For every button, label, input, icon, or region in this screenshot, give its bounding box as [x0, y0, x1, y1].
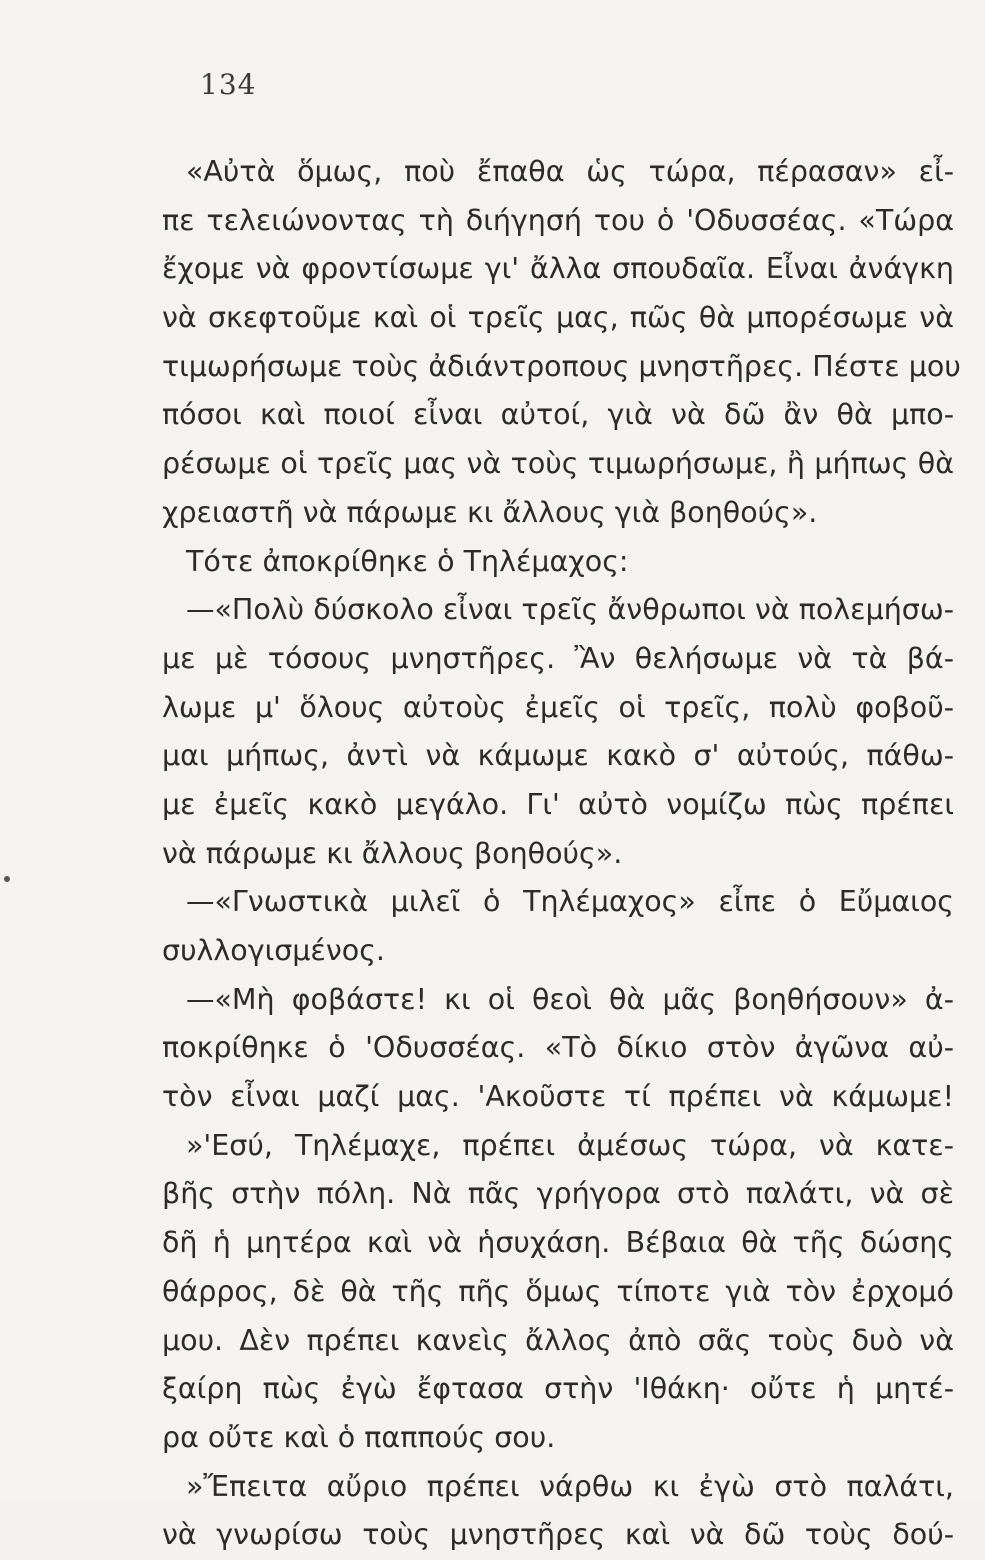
- text-line: χρειαστῆ νὰ πάρωμε κι ἄλλους γιὰ βοηθούς».: [162, 495, 818, 529]
- text-line: δῆ ἡ μητέρα καὶ νὰ ἡσυχάση. Βέβαια θὰ τῆς δώσης: [162, 1226, 954, 1260]
- text-line: μαι μήπως, ἀντὶ νὰ κάμωμε κακὸ σ' αὐτούς, πάθω-: [162, 739, 954, 773]
- text-line: »'Εσύ, Τηλέμαχε, πρέπει ἀμέσως τώρα, νὰ κατε-: [186, 1128, 954, 1162]
- text-line: —«Γνωστικὰ μιλεῖ ὁ Τηλέμαχος» εἶπε ὁ Εὔμαιος: [186, 885, 954, 919]
- body-text: [162, 148, 961, 1560]
- text-line: τὸν εἶναι μαζί μας. 'Ακοῦστε τί πρέπει νὰ κάμωμε!: [162, 1080, 954, 1114]
- text-line: »Ἔπειτα αὔριο πρέπει νάρθω κι ἐγὼ στὸ παλάτι,: [186, 1469, 954, 1503]
- text-line: «Αὐτὰ ὅμως, ποὺ ἔπαθα ὡς τώρα, πέρασαν» εἶ-: [186, 155, 954, 188]
- text-line: λωμε μ' ὅλους αὐτοὺς ἐμεῖς οἱ τρεῖς, πολὺ φοβοῦ-: [162, 690, 954, 724]
- text-line: με ἐμεῖς κακὸ μεγάλο. Γι' αὐτὸ νομίζω πὼς πρέπει: [162, 787, 954, 821]
- text-line: ρα οὔτε καὶ ὁ παππούς σου.: [162, 1420, 556, 1454]
- text-line: βῆς στὴν πόλη. Νὰ πᾶς γρήγορα στὸ παλάτι, νὰ σὲ: [162, 1177, 954, 1211]
- text-line: νὰ γνωρίσω τοὺς μνηστῆρες καὶ νὰ δῶ τοὺς δού-: [162, 1518, 954, 1552]
- text-line: τιμωρήσωμε τοὺς ἀδιάντροπους μνηστῆρες. Πέστε μου: [162, 349, 961, 383]
- text-line: νὰ σκεφτοῦμε καὶ οἱ τρεῖς μας, πῶς θὰ μπορέσωμε νὰ: [162, 301, 954, 335]
- margin-mark: [4, 876, 10, 882]
- text-line: ξαίρη πὼς ἐγὼ ἔφτασα στὴν 'Ιθάκη· οὔτε ἡ μητέ-: [162, 1372, 954, 1406]
- text-line: πε τελειώνοντας τὴ διήγησή του ὁ 'Οδυσσέας. «Τώρα: [162, 203, 954, 237]
- text-line: —«Πολὺ δύσκολο εἶναι τρεῖς ἄνθρωποι νὰ πολεμήσω-: [186, 593, 954, 627]
- page-number: 134: [200, 68, 257, 101]
- text-line: συλλογισμένος.: [162, 934, 385, 967]
- text-line: —«Μὴ φοβάστε! κι οἱ θεοὶ θὰ μᾶς βοηθήσουν» ἀ-: [186, 982, 954, 1016]
- text-line: νὰ πάρωμε κι ἄλλους βοηθούς».: [162, 836, 623, 870]
- text-line: Τότε ἀποκρίθηκε ὁ Τηλέμαχος:: [186, 544, 629, 578]
- text-line: με μὲ τόσους μνηστῆρες. Ἂν θελήσωμε νὰ τὰ βά-: [162, 641, 954, 675]
- text-line: θάρρος, δὲ θὰ τῆς πῆς ὅμως τίποτε γιὰ τὸν ἐρχομό: [162, 1274, 954, 1308]
- text-line: ποκρίθηκε ὁ 'Οδυσσέας. «Τὸ δίκιο στὸν ἀγῶνα αὐ-: [162, 1031, 954, 1065]
- text-line: μου. Δὲν πρέπει κανεὶς ἄλλος ἀπὸ σᾶς τοὺς δυὸ νὰ: [162, 1323, 954, 1357]
- text-line: πόσοι καὶ ποιοί εἶναι αὐτοί, γιὰ νὰ δῶ ἂν θὰ μπο-: [162, 398, 954, 432]
- text-line: ἔχομε νὰ φροντίσωμε γι' ἄλλα σπουδαῖα. Εἶναι ἀνάγκη: [162, 252, 954, 286]
- text-line: ρέσωμε οἱ τρεῖς μας νὰ τοὺς τιμωρήσωμε, ἢ μήπως θὰ: [162, 447, 954, 481]
